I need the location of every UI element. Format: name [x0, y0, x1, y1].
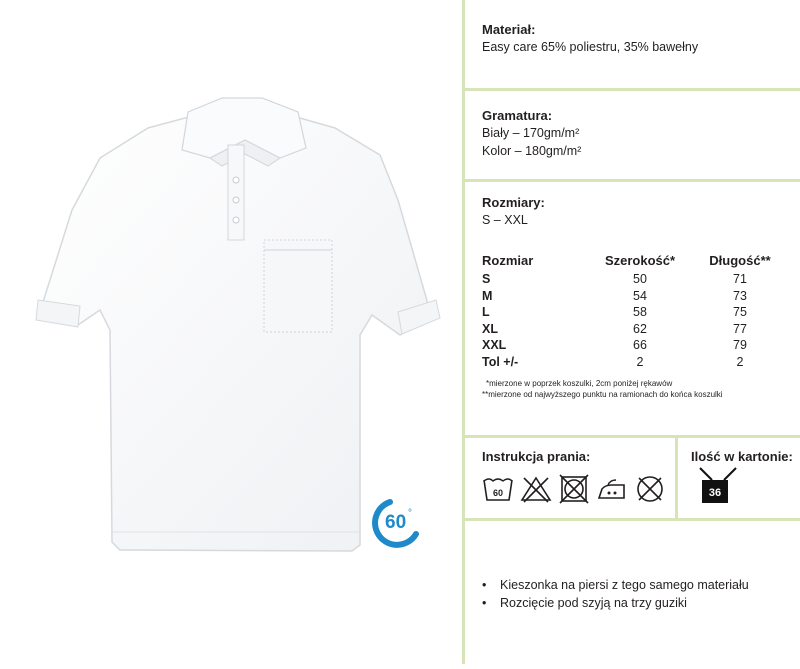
length-cell: 71	[733, 272, 747, 287]
material-section	[482, 22, 698, 56]
feature-text: Kieszonka na piersi z tego samego materiału	[500, 578, 749, 592]
divider-vertical	[462, 0, 465, 664]
no-dry-clean-icon	[634, 474, 666, 504]
size-cell: L	[482, 305, 490, 320]
badge-temp: 60	[385, 512, 407, 533]
size-table	[482, 253, 790, 370]
list-item	[482, 594, 749, 612]
bullet-marker: •	[482, 578, 487, 592]
carton-count: 36	[702, 480, 728, 503]
washing-heading: Instrukcja prania:	[482, 449, 591, 464]
table-row	[482, 271, 790, 288]
size-cell: XXL	[482, 338, 507, 353]
length-footnote: **mierzone od najwyższego punktu na ramionach do końca koszulki	[482, 390, 723, 399]
width-cell: 54	[633, 288, 647, 303]
badge-degree: °	[408, 508, 412, 519]
divider-3	[462, 435, 800, 438]
col-header-size: Rozmiar	[482, 253, 534, 268]
washing-section	[482, 449, 590, 465]
size-cell: M	[482, 288, 493, 303]
sizes-section	[482, 195, 545, 229]
weight-color: Kolor – 180gm/m²	[482, 144, 582, 158]
table-row	[482, 321, 790, 338]
divider-2	[462, 179, 800, 182]
weight-section	[482, 108, 581, 160]
wash-60-icon	[482, 474, 514, 504]
length-cell: 75	[733, 305, 747, 320]
features-list	[482, 576, 749, 612]
carton-heading: Ilość w kartonie:	[691, 449, 793, 464]
length-cell: 79	[733, 338, 747, 353]
wash-60-badge	[372, 496, 422, 552]
sizes-heading: Rozmiary:	[482, 195, 545, 210]
table-row	[482, 304, 790, 321]
material-text: Easy care 65% poliestru, 35% bawełny	[482, 40, 699, 54]
table-row	[482, 288, 790, 305]
col-header-length: Długość**	[709, 253, 771, 268]
weight-heading: Gramatura:	[482, 108, 553, 123]
bullet-marker: •	[482, 596, 487, 610]
sizes-range: S – XXL	[482, 213, 528, 227]
size-table-header	[482, 253, 790, 271]
carton-section	[691, 449, 793, 465]
list-item	[482, 576, 749, 594]
no-bleach-icon	[520, 474, 552, 504]
care-icons	[482, 474, 666, 504]
table-row	[482, 354, 790, 371]
table-row	[482, 337, 790, 354]
iron-medium-icon	[596, 474, 628, 504]
wash-temp-text: 60	[492, 488, 504, 498]
size-cell: Tol +/-	[482, 354, 519, 369]
col-header-width: Szerokość*	[604, 253, 676, 268]
divider-4	[462, 518, 800, 521]
feature-text: Rozcięcie pod szyją na trzy guziki	[500, 596, 687, 610]
weight-white: Biały – 170gm/m²	[482, 126, 580, 140]
length-cell: 73	[733, 288, 747, 303]
size-cell: XL	[482, 321, 498, 336]
width-cell: 62	[633, 321, 647, 336]
width-cell: 66	[633, 338, 647, 353]
length-cell: 2	[736, 354, 744, 369]
size-cell: S	[482, 272, 491, 287]
material-heading: Materiał:	[482, 22, 536, 37]
width-footnote: *mierzone w poprzek koszulki, 2cm poniżej rękawów	[486, 379, 673, 388]
width-cell: 58	[633, 305, 647, 320]
divider-vertical-2	[675, 435, 678, 521]
divider-1	[462, 88, 800, 91]
width-cell: 50	[633, 272, 647, 287]
length-cell: 77	[733, 321, 747, 336]
width-cell: 2	[636, 354, 644, 369]
no-tumble-dry-icon	[558, 474, 590, 504]
